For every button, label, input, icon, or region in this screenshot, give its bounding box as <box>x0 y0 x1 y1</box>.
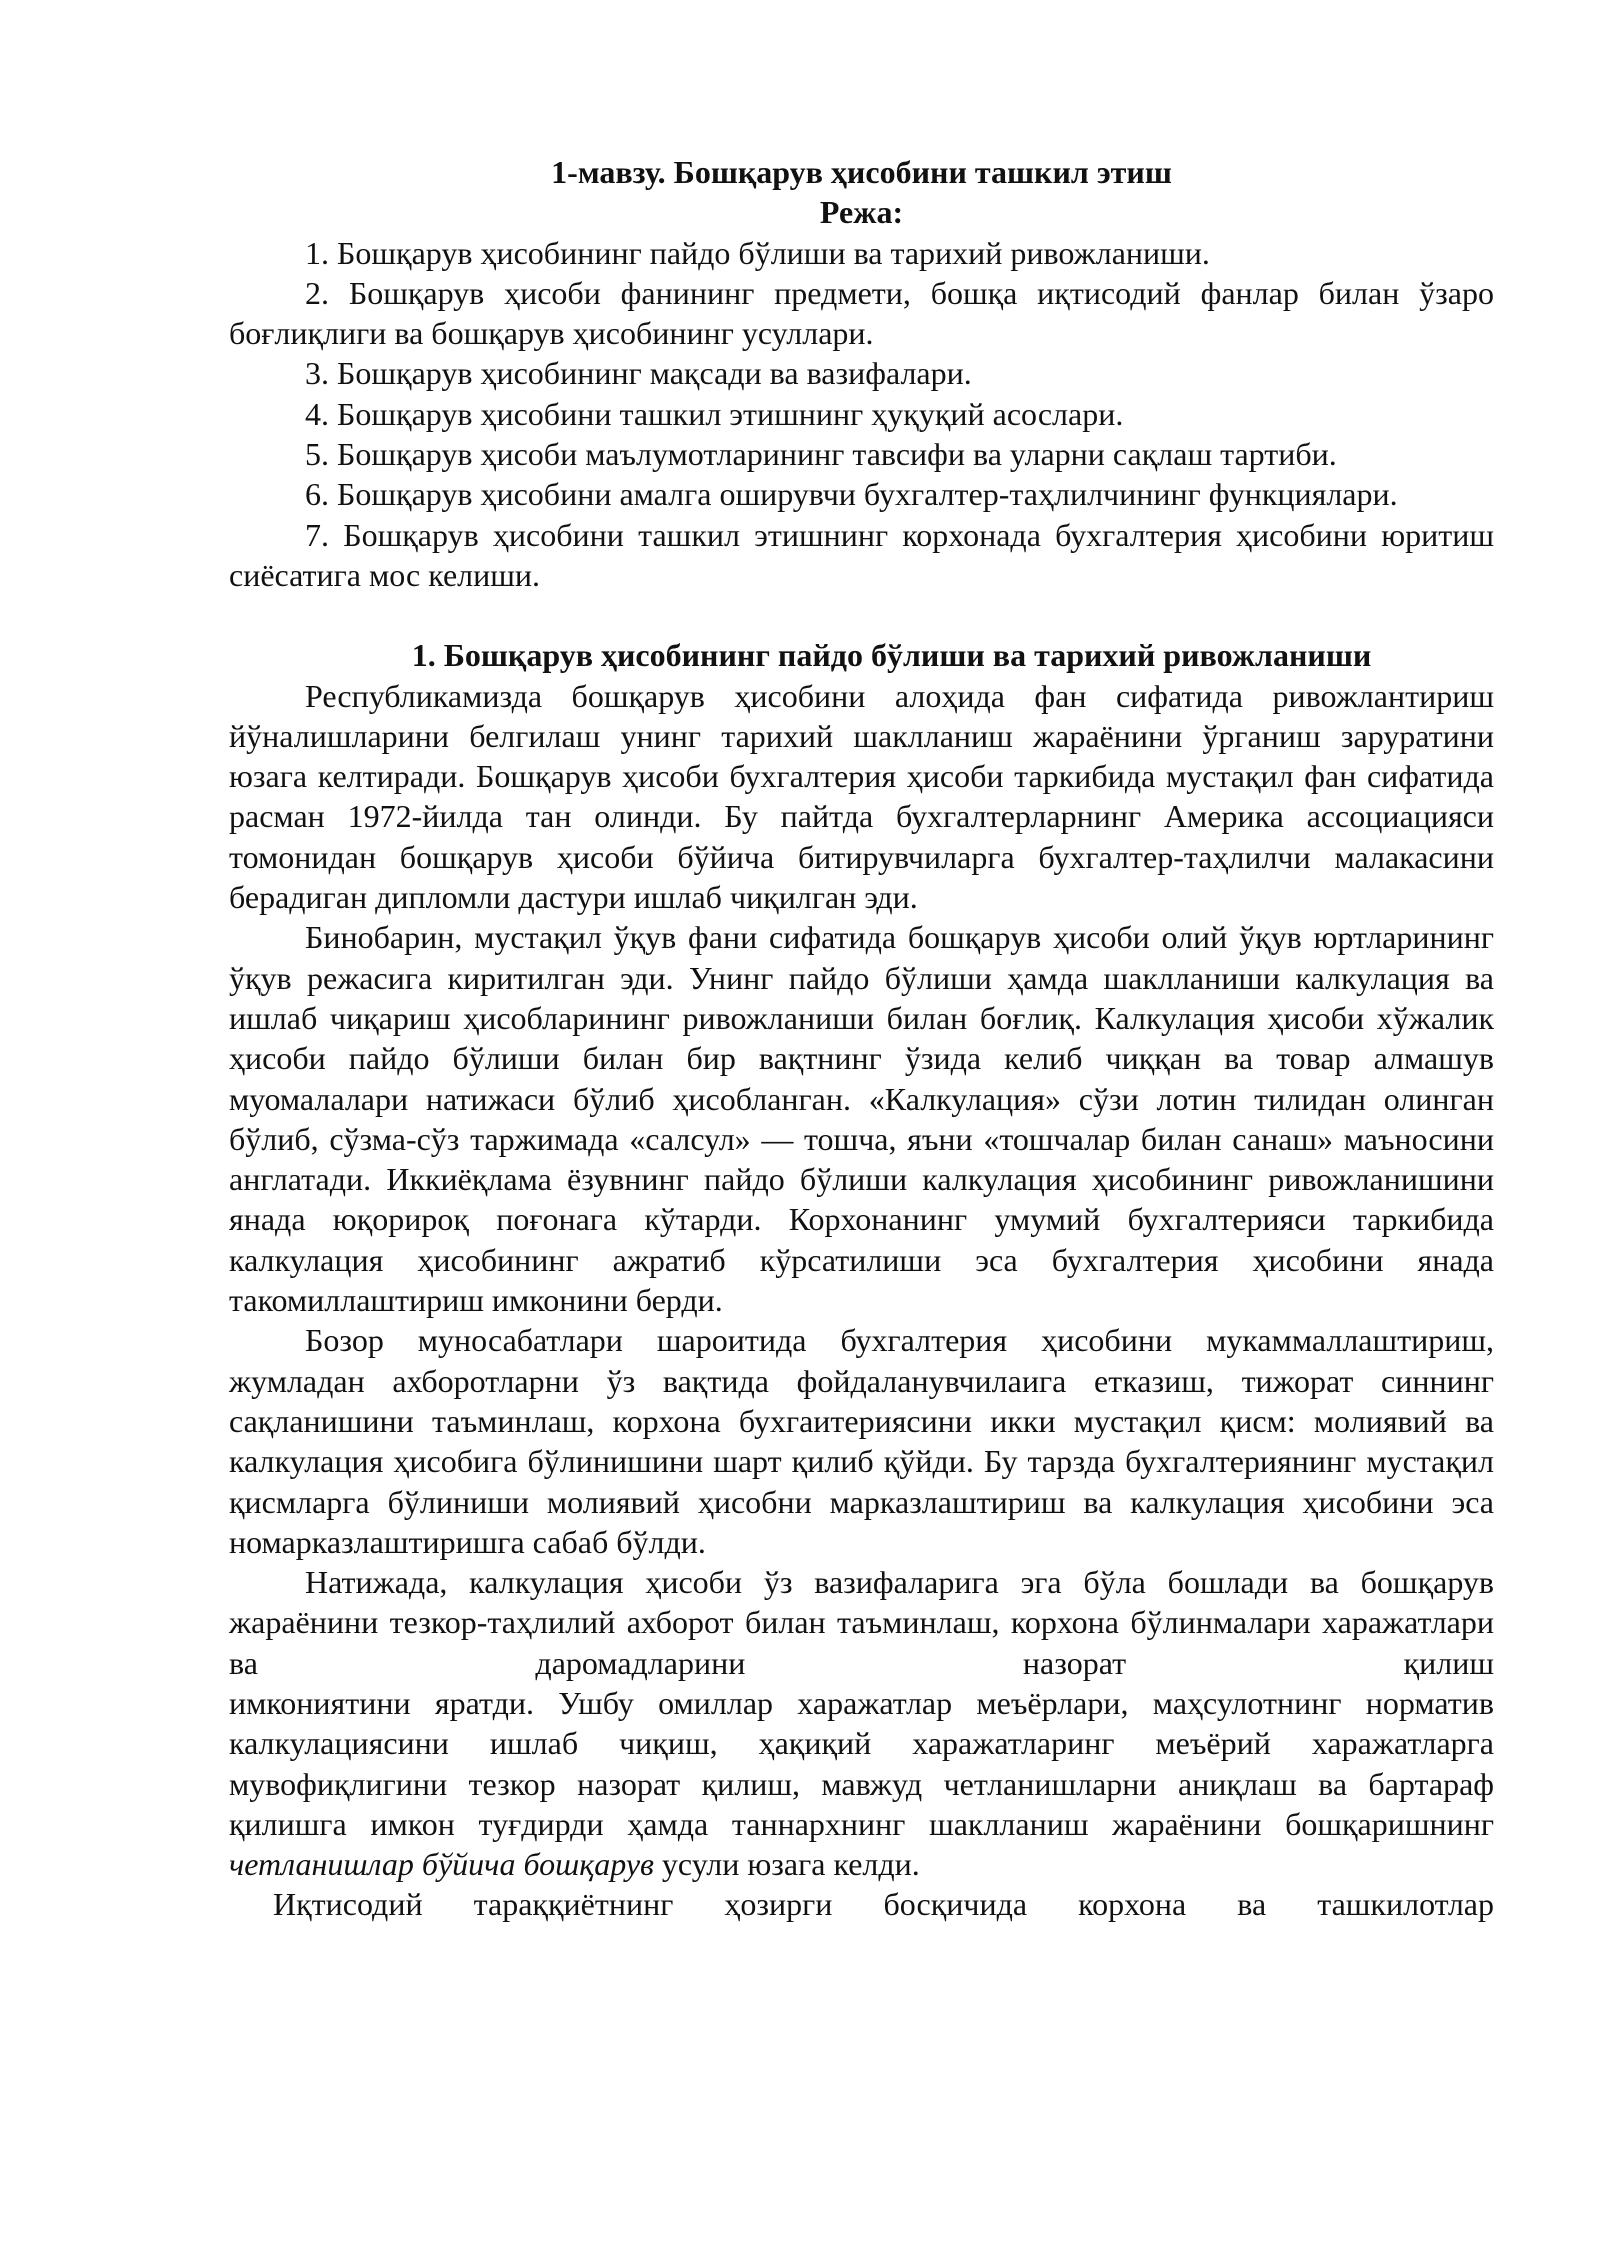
paragraph-4-end: усули юзага келди. <box>661 1846 920 1883</box>
paragraph-4-part-2 <box>229 1683 1494 1884</box>
plan-item-7: 7. Бошқарув ҳисобини ташкил этишнинг корхонада бухгалтерия ҳисобини юритиш сиёсатига мос келиши. <box>229 516 1494 593</box>
plan-item-3: 3. Бошқарув ҳисобининг мақсади ва вазифалари. <box>305 355 972 392</box>
section-title: 1. Бошқарув ҳисобининг пайдо бўлиши ва тарихий ривожланиши <box>411 637 1372 674</box>
plan-item-6: 6. Бошқарув ҳисобини амалга оширувчи бухгалтер-таҳлилчининг функциялари. <box>305 476 1398 513</box>
plan-item-2: 2. Бошқарув ҳисоби фанининг предмети, бошқа иқтисодий фанлар билан ўзаро боғлиқлиги ва бошқарув ҳисобининг усуллари. <box>229 274 1494 352</box>
paragraph-5: Иқтисодий тараққиётнинг ҳозирги босқичида корхона ва ташкилотлар <box>273 1886 1494 1923</box>
paragraph-4-text: имкониятини яратди. Ушбу омиллар харажатлар меъёрлари, маҳсулотнинг норматив калкулациясини ишлаб чиқиш, ҳақиқий харажатларинг меъёрий харажатларга мувофиқлигини тезкор назорат қилиш, мавжуд четланишларни аниқлаш ва бартараф қилишга имкон туғдирди ҳамда таннархнинг шаклланиш жараёнини бошқаришнинг <box>229 1684 1494 1842</box>
document-page <box>229 152 1494 1925</box>
paragraph-3-part-1: Бозор муносабатлари шароитида бухгалтерия ҳисобини мукаммаллаштириш, жумладан ахборотларни ўз вақтида фойдаланувчилаига етказиш, тижорат синнинг сақланишини таъминлаш, корхона бухгаитериясини икки мустақил қисм: молиявий ва калкулация ҳисобига бўлинишини шарт қилиб қўйди. Бу тарзда бухгалтериянинг мустақил <box>229 1322 1494 1480</box>
plan-item-4: 4. Бошқарув ҳисобини ташкил этишнинг ҳуқуқий асослари. <box>305 395 1124 432</box>
paragraph-2: Бинобарин, мустақил ўқув фани сифатида бошқарув ҳисоби олий ўқув юртларининг ўқув режасига киритилган эди. Унинг пайдо бўлиши ҳамда шаклланиши калкулация ва ишлаб чиқариш ҳисобларининг ривожланиши билан боғлиқ. Калкулация ҳисоби хўжалик ҳисоби пайдо бўлиши билан бир вақтнинг ўзида келиб чиққан ва товар алмашув муомалалари натижаси бўлиб ҳисобланган. «Калкулация» сўзи лотин тилидан олинган бўлиб, сўзма-сўз таржимада «салсул» — тошча, яъни «тошчалар билан санаш» маъносини англатади. Иккиёқлама ёзувнинг пайдо бўлиши калкулация ҳисобининг ривожланишини янада юқорироқ поғонага кўтарди. Корхонанинг умумий бухгалтерияси таркибида калкулация ҳисобининг ажратиб кўрсатилиши эса бухгалтерия ҳисобини янада такомиллаштириш имконини берди. <box>229 919 1494 1319</box>
spacer <box>229 595 1494 635</box>
paragraph-3-part-2: қисмларга бўлиниши молиявий ҳисобни марказлаштириш ва калкулация ҳисобини эса номарказлаштиришга сабаб бўлди. <box>229 1483 1494 1560</box>
paragraph-4-part-1: Натижада, калкулация ҳисоби ўз вазифаларига эга бўла бошлади ва бошқарув жараёнини тезкор-таҳлилий ахборот билан таъминлаш, корхона бўлинмалари харажатлари ва даромадларини назорат қилиш <box>229 1564 1494 1681</box>
paragraph-4-italic: четланишлар бўйича бошқарув <box>229 1846 654 1883</box>
document-title: 1-мавзу. Бошқарув ҳисобини ташкил этиш <box>551 154 1172 190</box>
plan-heading: Режа: <box>819 194 904 231</box>
paragraph-1: Республикамизда бошқарув ҳисобини алоҳида фан сифатида ривожлантириш йўналишларини белгилаш унинг тарихий шаклланиш жараёнини ўрганиш заруратини юзага келтиради. Бошқарув ҳисоби бухгалтерия ҳисоби таркибида мустақил фан сифатида расман 1972-йилда тан олинди. Бу пайтда бухгалтерларнинг Америка ассоциацияси томонидан бошқарув ҳисоби бўйича битирувчиларга бухгалтер-таҳлилчи малакасини берадиган дипломли дастури ишлаб чиқилган эди. <box>229 677 1494 916</box>
plan-item-5: 5. Бошқарув ҳисоби маълумотларининг тавсифи ва уларни сақлаш тартиби. <box>305 436 1337 473</box>
plan-item-1: 1. Бошқарув ҳисобининг пайдо бўлиши ва тарихий ривожланиши. <box>305 234 1210 271</box>
